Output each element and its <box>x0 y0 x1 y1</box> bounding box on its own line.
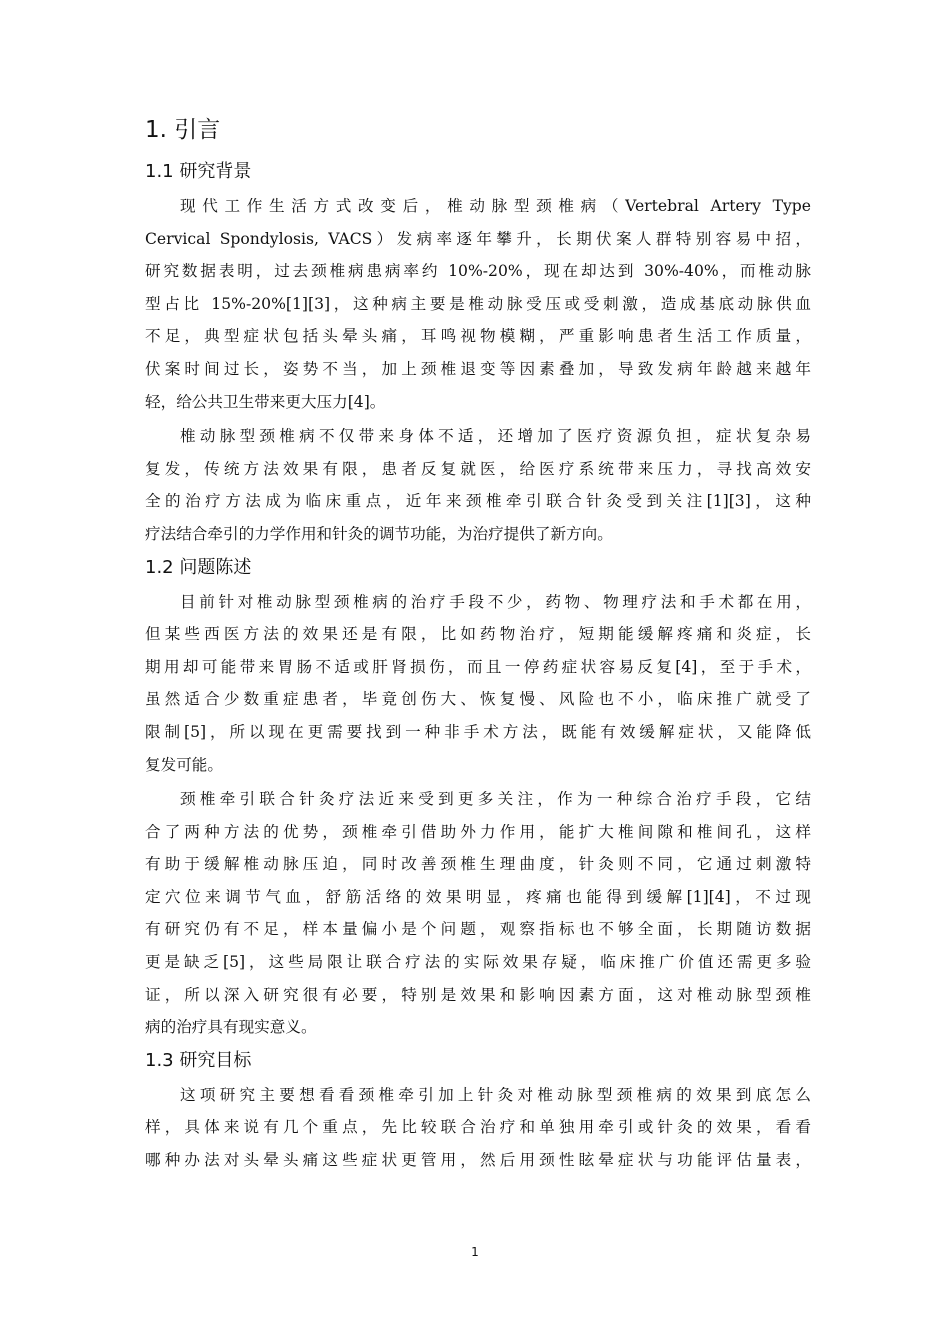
text-line: 型占比 15%-20%[1][3]，这种病主要是椎动脉受压或受刺激，造成基底动脉供血 <box>145 294 811 313</box>
text-line: 哪种办法对头晕头痛这些症状更管用，然后用颈性眩晕症状与功能评估量表， <box>145 1151 811 1170</box>
text-line: 期用却可能带来胃肠不适或肝肾损伤，而且一停药症状容易反复[4]，至于手术， <box>145 657 811 676</box>
paragraph <box>145 190 811 418</box>
text-line: 现代工作生活方式改变后，椎动脉型颈椎病（Vertebral Artery Type <box>180 197 811 215</box>
text-line: 合了两种方法的优势，颈椎牵引借助外力作用，能扩大椎间隙和椎间孔，这样 <box>145 822 811 841</box>
paragraph <box>145 420 811 550</box>
text-line: 伏案时间过长，姿势不当，加上颈椎退变等因素叠加，导致发病年龄越来越年 <box>145 359 811 378</box>
text-line: 目前针对椎动脉型颈椎病的治疗手段不少，药物、物理疗法和手术都在用， <box>180 592 811 611</box>
section-heading: 1.3 研究目标 <box>145 1049 252 1071</box>
text-line: 有研究仍有不足，样本量偏小是个问题，观察指标也不够全面，长期随访数据 <box>145 920 811 939</box>
sections-container <box>145 157 811 1177</box>
text-line: 样，具体来说有几个重点，先比较联合治疗和单独用牵引或针灸的效果，看看 <box>145 1118 811 1137</box>
text-line: 虽然适合少数重症患者，毕竟创伤大、恢复慢、风险也不小，临床推广就受了 <box>145 690 811 709</box>
text-line: Cervical Spondylosis, VACS）发病率逐年攀升，长期伏案人群特别容易中招， <box>145 229 811 248</box>
text-line: 这项研究主要想看看颈椎牵引加上针灸对椎动脉型颈椎病的效果到底怎么 <box>180 1085 811 1104</box>
text-line: 复发可能。 <box>145 755 223 774</box>
text-line: 轻，给公共卫生带来更大压力[4]。 <box>145 392 386 411</box>
chapter-heading: 1. 引言 <box>145 117 221 143</box>
text-line: 不足，典型症状包括头晕头痛，耳鸣视物模糊，严重影响患者生活工作质量， <box>145 327 811 346</box>
document-body <box>145 112 811 1179</box>
text-line: 复发，传统方法效果有限，患者反复就医，给医疗系统带来压力，寻找高效安 <box>145 459 811 478</box>
text-line: 疗法结合牵引的力学作用和针灸的调节功能，为治疗提供了新方向。 <box>145 524 613 543</box>
text-line: 椎动脉型颈椎病不仅带来身体不适，还增加了医疗资源负担，症状复杂易 <box>180 427 811 446</box>
text-line: 证，所以深入研究很有必要，特别是效果和影响因素方面，这对椎动脉型颈椎 <box>145 985 811 1004</box>
text-line: 更是缺乏[5]，这些局限让联合疗法的实际效果存疑，临床推广价值还需更多验 <box>145 953 811 972</box>
section-heading: 1.1 研究背景 <box>145 161 252 182</box>
text-line: 研究数据表明，过去颈椎病患病率约 10%-20%，现在却达到 30%-40%，而椎动脉 <box>145 262 811 281</box>
text-line: 全的治疗方法成为临床重点，近年来颈椎牵引联合针灸受到关注[1][3]，这种 <box>145 492 811 511</box>
text-line: 病的治疗具有现实意义。 <box>145 1018 317 1037</box>
paragraph <box>145 586 811 782</box>
text-line: 限制[5]，所以现在更需要找到一种非手术方法，既能有效缓解症状，又能降低 <box>145 722 811 741</box>
paragraph <box>145 1079 811 1177</box>
text-line: 但某些西医方法的效果还是有限，比如药物治疗，短期能缓解疼痛和炎症，长 <box>145 625 811 644</box>
paragraph <box>145 783 811 1044</box>
text-line: 有助于缓解椎动脉压迫，同时改善颈椎生理曲度，针灸则不同，它通过刺激特 <box>145 855 811 874</box>
page-number: 1 <box>471 1245 479 1259</box>
text-line: 颈椎牵引联合针灸疗法近来受到更多关注，作为一种综合治疗手段，它结 <box>180 790 811 809</box>
section-heading: 1.2 问题陈述 <box>145 556 252 578</box>
text-line: 定穴位来调节气血，舒筋活络的效果明显，疼痛也能得到缓解[1][4]，不过现 <box>145 887 811 906</box>
